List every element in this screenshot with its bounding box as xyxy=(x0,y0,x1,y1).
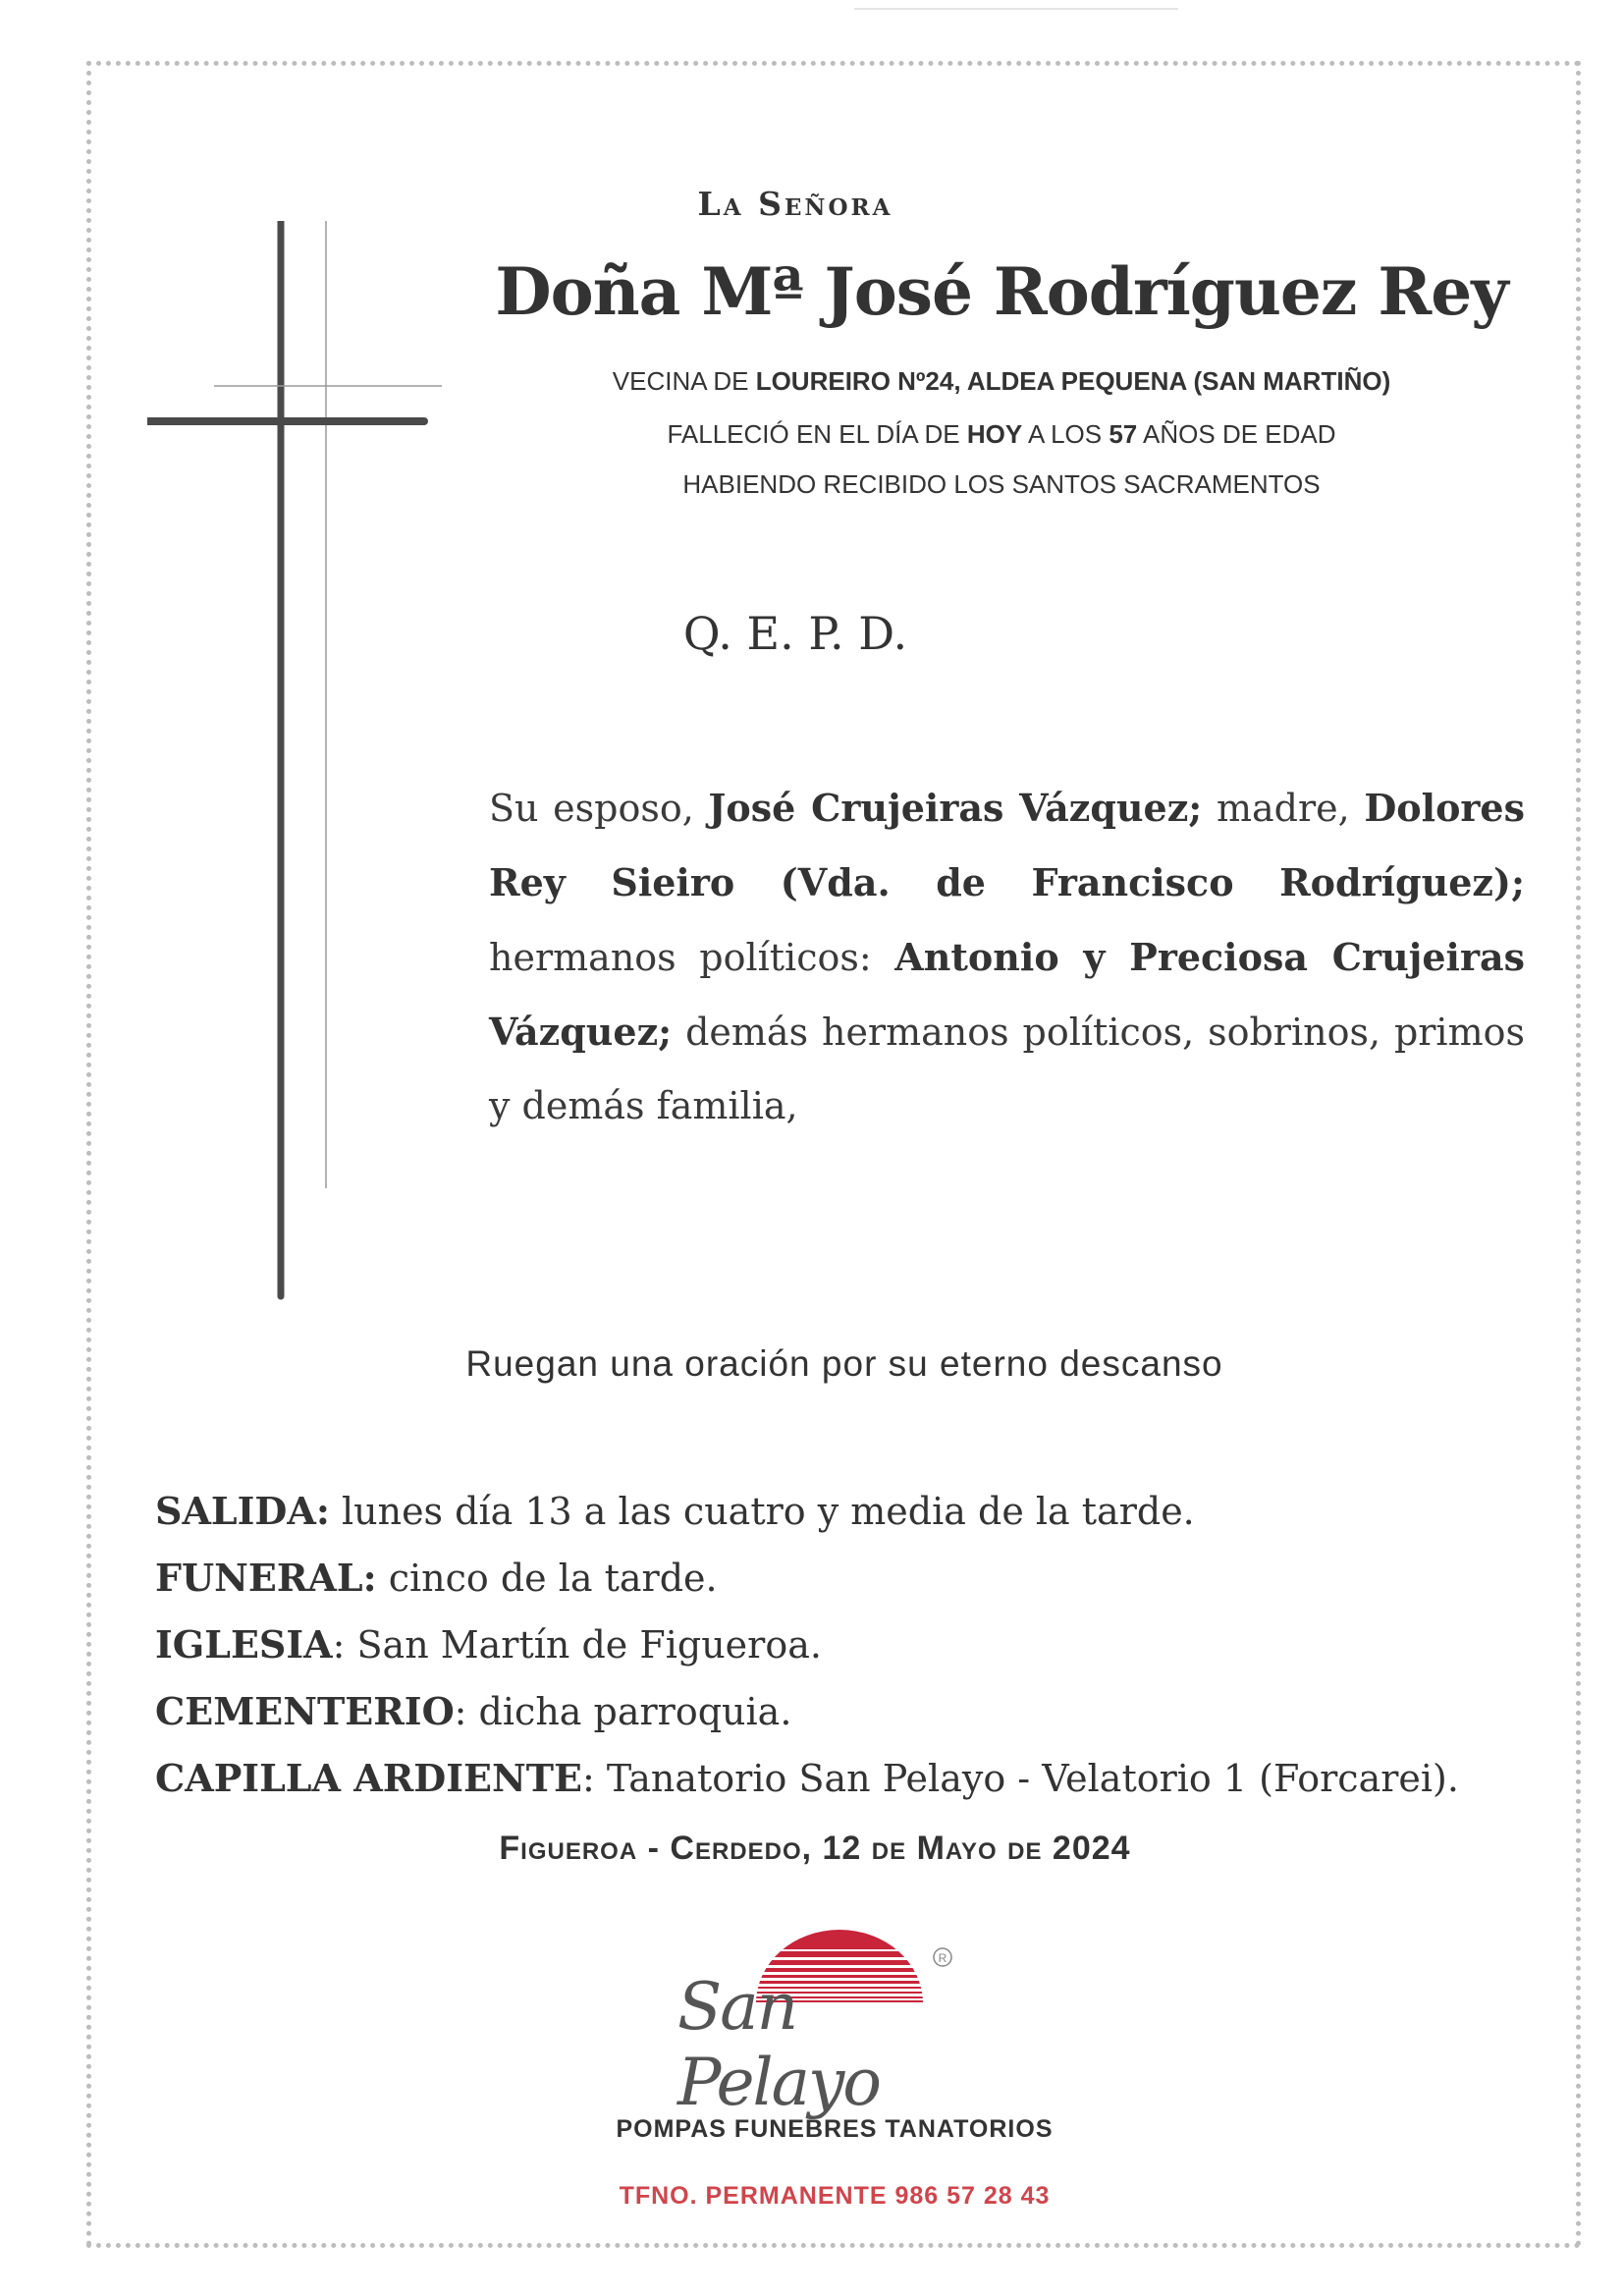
death-age: 57 xyxy=(1109,419,1138,449)
family-mother: Dolores Rey Sieiro (Vda. de Francisco Rodríguez); xyxy=(489,786,1525,904)
place-date: Figueroa - Cerdedo, 12 de Mayo de 2024 xyxy=(499,1830,1131,1867)
detail-label: IGLESIA xyxy=(155,1622,333,1667)
cross-icon xyxy=(147,221,452,1306)
family-siblings: Antonio y Preciosa Crujeiras Vázquez; xyxy=(489,935,1525,1054)
detail-label: SALIDA: xyxy=(155,1489,330,1533)
logo-wordmark: San Pelayo xyxy=(677,1969,880,2120)
family-paragraph xyxy=(489,771,1525,1143)
deceased-name: Doña Mª José Rodríguez Rey xyxy=(495,253,1508,330)
scan-edge-line xyxy=(854,8,1178,10)
detail-label: CEMENTERIO xyxy=(155,1689,455,1733)
detail-value: : Tanatorio San Pelayo - Velatorio 1 (Forcarei). xyxy=(581,1757,1459,1800)
sacraments-line: HABIENDO RECIBIDO LOS SANTOS SACRAMENTOS xyxy=(682,469,1321,499)
death-day: HOY xyxy=(966,419,1023,449)
detail-cementerio xyxy=(155,1678,1530,1745)
detail-iglesia xyxy=(155,1612,1530,1678)
detail-capilla xyxy=(155,1745,1530,1812)
death-line xyxy=(530,419,1473,450)
honorific: La Señora xyxy=(697,185,893,223)
death-suffix: AÑOS DE EDAD xyxy=(1137,419,1336,449)
detail-label: FUNERAL: xyxy=(155,1556,377,1600)
residence-address: LOUREIRO Nº24, ALDEA PEQUENA (SAN MARTIÑO) xyxy=(755,366,1391,396)
registered-mark: R xyxy=(938,1951,947,1965)
detail-salida xyxy=(155,1478,1530,1545)
detail-value: lunes día 13 a las cuatro y media de la tarde. xyxy=(329,1490,1195,1533)
detail-label: CAPILLA ARDIENTE xyxy=(155,1756,582,1800)
detail-value: cinco de la tarde. xyxy=(376,1557,718,1600)
company-tagline: POMPAS FUNEBRES TANATORIOS xyxy=(616,2115,1054,2143)
residence-line xyxy=(530,366,1473,397)
phone-number: TFNO. PERMANENTE 986 57 28 43 xyxy=(619,2182,1051,2210)
death-prefix: FALLECIÓ EN EL DÍA DE xyxy=(667,419,967,449)
death-mid: A LOS xyxy=(1022,419,1109,449)
family-text-2: madre, xyxy=(1202,787,1365,830)
residence-prefix: VECINA DE xyxy=(612,366,756,396)
family-text-4: demás hermanos políticos, sobrinos, primos y demás familia, xyxy=(489,1011,1525,1127)
detail-funeral xyxy=(155,1545,1530,1612)
detail-value: : dicha parroquia. xyxy=(454,1690,792,1733)
family-text-3: hermanos políticos: xyxy=(489,936,895,979)
family-text-1: Su esposo, xyxy=(489,787,709,830)
family-spouse: José Crujeiras Vázquez; xyxy=(708,786,1203,830)
detail-value: : San Martín de Figueroa. xyxy=(332,1623,822,1667)
funeral-details xyxy=(155,1478,1530,1812)
prayer-request: Ruegan una oración por su eterno descanso xyxy=(465,1343,1223,1384)
qepd: Q. E. P. D. xyxy=(682,607,908,660)
